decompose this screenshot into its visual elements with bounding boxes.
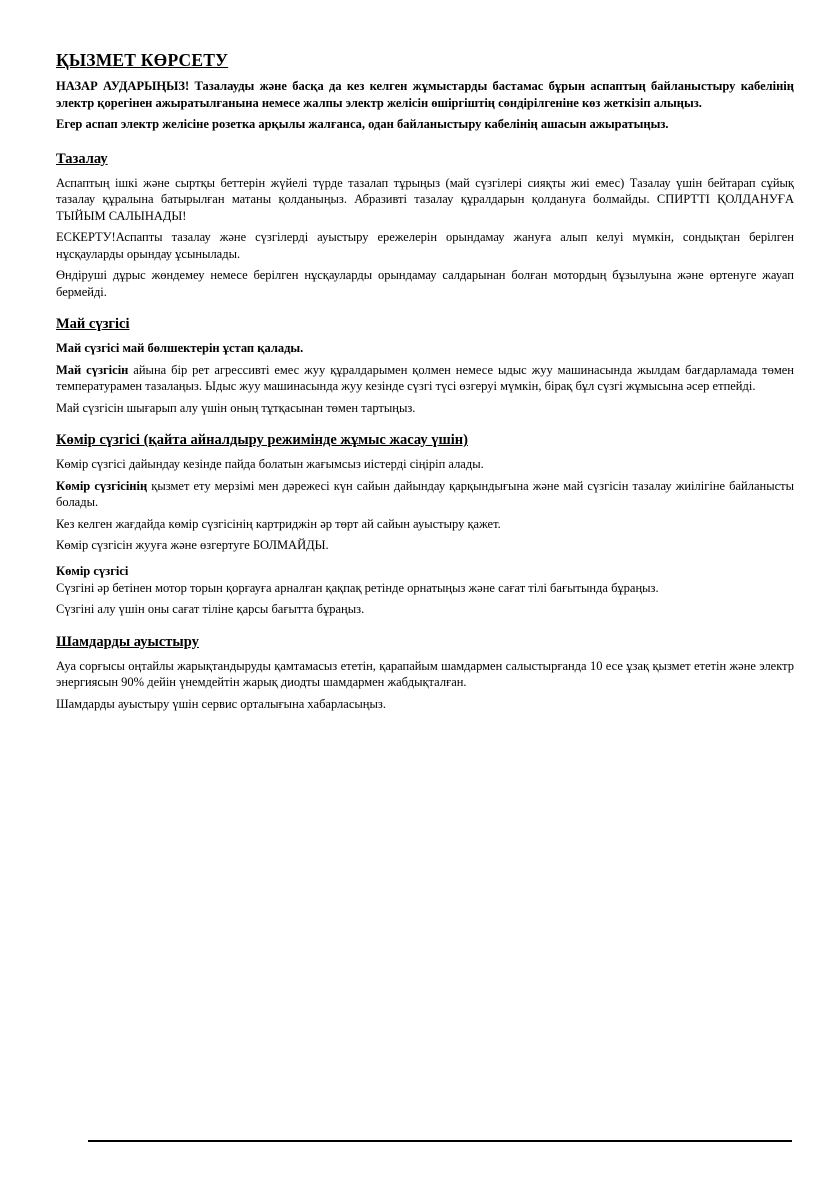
grease-filter-bold-lead: Май сүзгісін	[56, 362, 129, 377]
page-title: ҚЫЗМЕТ КӨРСЕТУ	[56, 50, 229, 70]
lamps-section	[56, 634, 794, 713]
cleaning-paragraph-2: ЕСКЕРТУ!Аспапты тазалау және сүзгілерді ауыстыру ережелерін орындамау жануға алып келуі мүмкін, сондықтан берілген нұсқауларды орындау ұсынылады.	[56, 230, 794, 261]
plug-warning: Егер аспап электр желісіне розетка арқылы жалғанса, одан байланыстыру кабелінің ашасын ажыратыңыз.	[56, 117, 669, 131]
carbon-filter-paragraph-4: Көмір сүзгісін жууға және өзгертуге БОЛМАЙДЫ.	[56, 538, 329, 552]
warning-lead: НАЗАР АУДАРЫҢЫЗ!	[56, 79, 190, 93]
cleaning-section	[56, 151, 794, 301]
cleaning-paragraph-1: Аспаптың ішкі және сыртқы беттерін жүйелі түрде тазалап тұрыңыз (май сүзгілері сияқты жиі емес) Тазалау үшін бейтарап сұйық тазалау құралына батырылған матаны қолданыңыз. Абразивті тазалау құралдарын қолдануға болмайды. СПИРТТІ ҚОЛДАНУҒА ТЫЙЫМ САЛЫНАДЫ!	[56, 175, 794, 223]
grease-filter-paragraph-3: Май сүзгісін шығарып алу үшін оның тұтқасынан төмен тартыңыз.	[56, 400, 416, 415]
carbon-filter-title: Көмір сүзгісі (қайта айналдыру режимінде жұмыс жасау үшін)	[56, 432, 468, 448]
carbon-filter-paragraph-5: Сүзгіні әр бетінен мотор торын қорғауға арналған қақпақ ретінде орнатыңыз және сағат тілі бағытында бұраңыз.	[56, 580, 659, 595]
warning-text: Тазалауды және басқа да кез келген жұмыстарды бастамас бұрын аспаптың байланыстыру кабелінің электр қорегінен ажыратылғанына немесе жалпы электр желісін өшіргіштің сөндірілгеніне көз жеткізіп алыңыз.	[56, 79, 794, 110]
cleaning-title: Тазалау	[56, 150, 108, 167]
grease-filter-paragraph-2	[56, 362, 794, 395]
lamps-title: Шамдарды ауыстыру	[56, 633, 199, 650]
grease-filter-paragraph-2-text: айына бір рет агрессивті емес жуу құралдарымен қолмен немесе ыдыс жуу машинасында жылдам бағдарламада төмен температурамен тазалаңыз. Ыдыс жуу машинасында жуу кезінде сүзгі түсі өзгеруі мүмкін, бірақ бұл сүзгі жұмысына әсер етпейді.	[56, 362, 794, 393]
cleaning-paragraph-3: Өндіруші дұрыс жөндемеу немесе берілген нұсқауларды орындамау салдарынан болған мотордың бұзылуына және өртенуге жауап бермейді.	[56, 268, 794, 299]
document-page	[56, 50, 794, 717]
grease-filter-paragraph-1: Май сүзгісі май бөлшектерін ұстап қалады.	[56, 341, 304, 355]
carbon-filter-paragraph-6: Сүзгіні алу үшін оны сағат тіліне қарсы бағытта бұраңыз.	[56, 602, 365, 616]
carbon-filter-paragraph-2	[56, 478, 794, 511]
footer-divider	[88, 1140, 792, 1142]
carbon-filter-paragraph-3: Кез келген жағдайда көмір сүзгісінің картриджін әр төрт ай сайын ауыстыру қажет.	[56, 516, 501, 531]
lamps-paragraph-1: Ауа сорғысы оңтайлы жарықтандыруды қамтамасыз ететін, қарапайым шамдармен салыстырғанда 10 есе ұзақ қызмет ететін және электр энергиясын 90% дейін үнемдейтін жарық диодты шамдармен жабдықталған.	[56, 658, 794, 689]
warning-paragraph	[56, 78, 794, 111]
grease-filter-title: Май сүзгісі	[56, 316, 130, 332]
carbon-filter-bold-lead: Көмір сүзгісінің	[56, 478, 148, 493]
carbon-filter-section	[56, 432, 794, 618]
carbon-filter-subtitle: Көмір сүзгісі	[56, 563, 129, 578]
lamps-paragraph-2: Шамдарды ауыстыру үшін сервис орталығына хабарласыңыз.	[56, 696, 386, 711]
carbon-filter-paragraph-1: Көмір сүзгісі дайындау кезінде пайда болатын жағымсыз иістерді сіңіріп алады.	[56, 457, 484, 471]
carbon-filter-paragraph-2-text: қызмет ету мерзімі мен дәрежесі күн сайын дайындау қарқындығына және май сүзгісін тазалау жиілігіне байланысты болады.	[56, 478, 794, 509]
grease-filter-section	[56, 316, 794, 416]
